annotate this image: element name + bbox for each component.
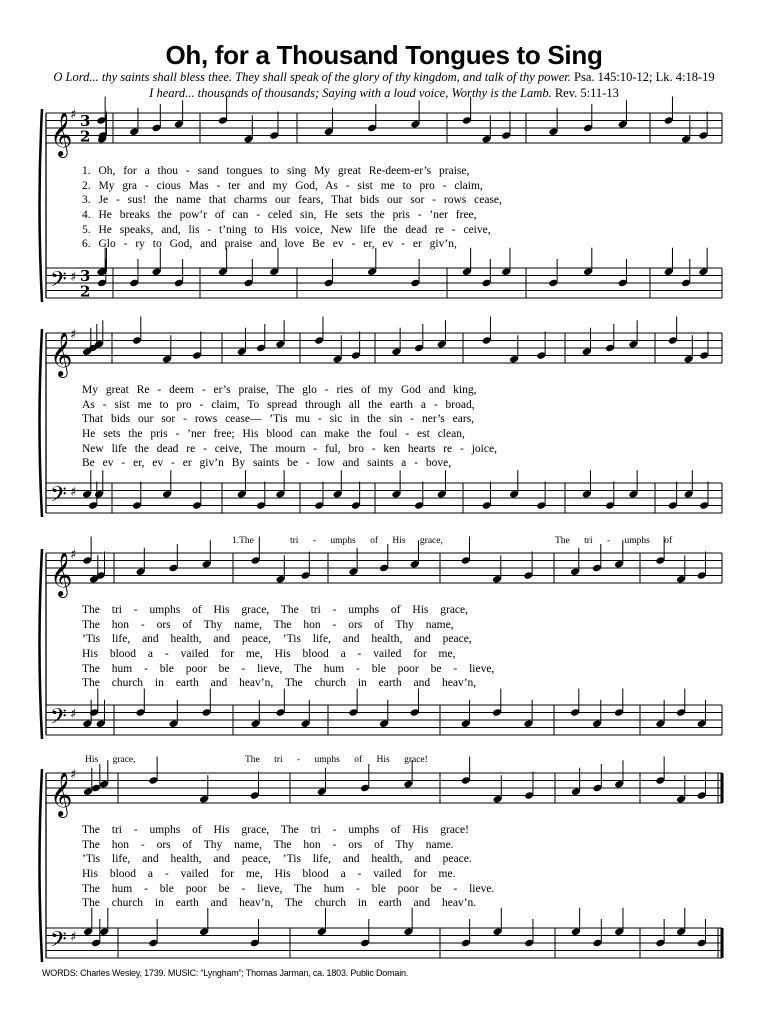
bass-clef: 𝄢 bbox=[50, 927, 67, 958]
verse-line: The hum - ble poor be - lieve, The hum - ble poor be - lieve. bbox=[82, 882, 495, 895]
verse-line: My great Re - deem - er’s praise, The glo - ries of my God and king, bbox=[82, 384, 477, 396]
bass-clef: 𝄢 bbox=[50, 704, 67, 735]
sharp-key-signature: ♯ bbox=[70, 269, 77, 285]
sharp-key-signature: ♯ bbox=[70, 767, 77, 783]
verse-line: His blood a - vailed for me, His blood a - vailed for me. bbox=[82, 868, 456, 881]
time-signature: 3 bbox=[80, 266, 91, 285]
treble-clef: 𝄞 bbox=[50, 552, 73, 596]
sharp-key-signature: ♯ bbox=[70, 484, 77, 500]
scripture-text-1: O Lord... thy saints shall bless thee. They shall speak of the glory of thy kingdom, and talk of thy power. bbox=[53, 70, 571, 84]
hymn-title: Oh, for a Thousand Tongues to Sing bbox=[165, 40, 603, 70]
verse-line: ’Tis life, and health, and peace, ’Tis life, and health, and peace. bbox=[82, 853, 472, 866]
verse-line: The hum - ble poor be - lieve, The hum - ble poor be - lieve, bbox=[82, 662, 495, 675]
scripture-ref-2: Rev. 5:11-13 bbox=[554, 86, 619, 100]
verse-line: 3. Je - sus! the name that charms our fears, That bids our sor - rows cease, bbox=[82, 194, 502, 207]
verse-line: His blood a - vailed for me, His blood a - vailed for me, bbox=[82, 648, 456, 661]
credit-line: WORDS: Charles Wesley, 1739. MUSIC: “Lyngham”; Thomas Jarman, ca. 1803. Public Domain. bbox=[42, 968, 409, 978]
cue-lyric: tri - umphs of His grace, bbox=[290, 536, 443, 546]
bass-clef: 𝄢 bbox=[50, 267, 67, 298]
lyrics-system-3 bbox=[82, 603, 642, 691]
verse-line: As - sist me to pro - claim, To spread through all the earth a - broad, bbox=[82, 398, 475, 411]
sharp-key-signature: ♯ bbox=[70, 327, 77, 343]
sharp-key-signature: ♯ bbox=[70, 706, 77, 722]
verse-line: That bids our sor - rows cease— ’Tis mu - sic in the sin - ner’s ears, bbox=[82, 413, 475, 426]
cue-lyric: The tri - umphs of bbox=[555, 536, 673, 546]
time-signature: 2 bbox=[80, 282, 91, 301]
verse-line: 2. My gra - cious Mas - ter and my God, As - sist me to pro - claim, bbox=[82, 179, 483, 192]
treble-clef: 𝄞 bbox=[50, 112, 73, 156]
cue-lyric: His grace, bbox=[85, 755, 136, 765]
verse-line: Be ev - er, ev - er giv’n By saints be - low and saints a - bove, bbox=[82, 457, 452, 470]
time-signature: 2 bbox=[80, 127, 91, 146]
verse-line: New life the dead re - ceive, The mourn - ful, bro - ken hearts re - joice, bbox=[82, 442, 497, 455]
verse-line: 1. Oh, for a thou - sand tongues to sing My great Re-deem-er’s praise, bbox=[82, 165, 470, 177]
verse-line: 5. He speaks, and, lis - t’ning to His voice, New life the dead re - ceive, bbox=[82, 223, 491, 236]
verse-line: The church in earth and heav’n, The church in earth and heav’n. bbox=[82, 897, 477, 910]
verse-line: The tri - umphs of His grace, The tri - umphs of His grace, bbox=[82, 604, 469, 616]
scripture-text-2: I heard... thousands of thousands; Saying with a loud voice, Worthy is the Lamb. bbox=[149, 86, 552, 100]
lyrics-system-4 bbox=[82, 823, 652, 911]
sharp-key-signature: ♯ bbox=[70, 107, 77, 123]
system-brace bbox=[40, 549, 43, 739]
cue-lyric: 1.The bbox=[232, 536, 254, 546]
cue-lyric: The tri - umphs of His grace! bbox=[245, 755, 428, 765]
lyrics-system-2 bbox=[82, 383, 697, 471]
system-brace bbox=[40, 329, 43, 517]
verse-line: He sets the pris - ’ner free; His blood can make the foul - est clean, bbox=[82, 428, 465, 441]
verse-line: 4. He breaks the pow’r of can - celed sin, He sets the pris - ’ner free, bbox=[82, 209, 477, 222]
system-brace bbox=[40, 109, 43, 302]
verse-line: ’Tis life, and health, and peace, ’Tis life, and health, and peace, bbox=[82, 633, 472, 646]
verse-line: The hon - ors of Thy name, The hon - ors of Thy name. bbox=[82, 838, 454, 851]
verse-line: The tri - umphs of His grace, The tri - umphs of His grace! bbox=[82, 824, 469, 836]
lyrics-system-1 bbox=[82, 164, 692, 252]
scripture-ref-1: Psa. 145:10-12; Lk. 4:18-19 bbox=[574, 70, 715, 84]
verse-line: 6. Glo - ry to God, and praise and love Be ev - er, ev - er giv’n, bbox=[82, 238, 457, 251]
sharp-key-signature: ♯ bbox=[70, 929, 77, 945]
bass-clef: 𝄢 bbox=[50, 482, 67, 513]
treble-clef: 𝄞 bbox=[50, 772, 73, 816]
time-signature: 3 bbox=[80, 111, 91, 130]
sharp-key-signature: ♯ bbox=[70, 547, 77, 563]
verse-line: The hon - ors of Thy name, The hon - ors of Thy name, bbox=[82, 618, 454, 631]
verse-line: The church in earth and heav’n, The church in earth and heav’n, bbox=[82, 677, 477, 690]
system-brace bbox=[40, 769, 43, 962]
treble-clef: 𝄞 bbox=[50, 332, 73, 376]
